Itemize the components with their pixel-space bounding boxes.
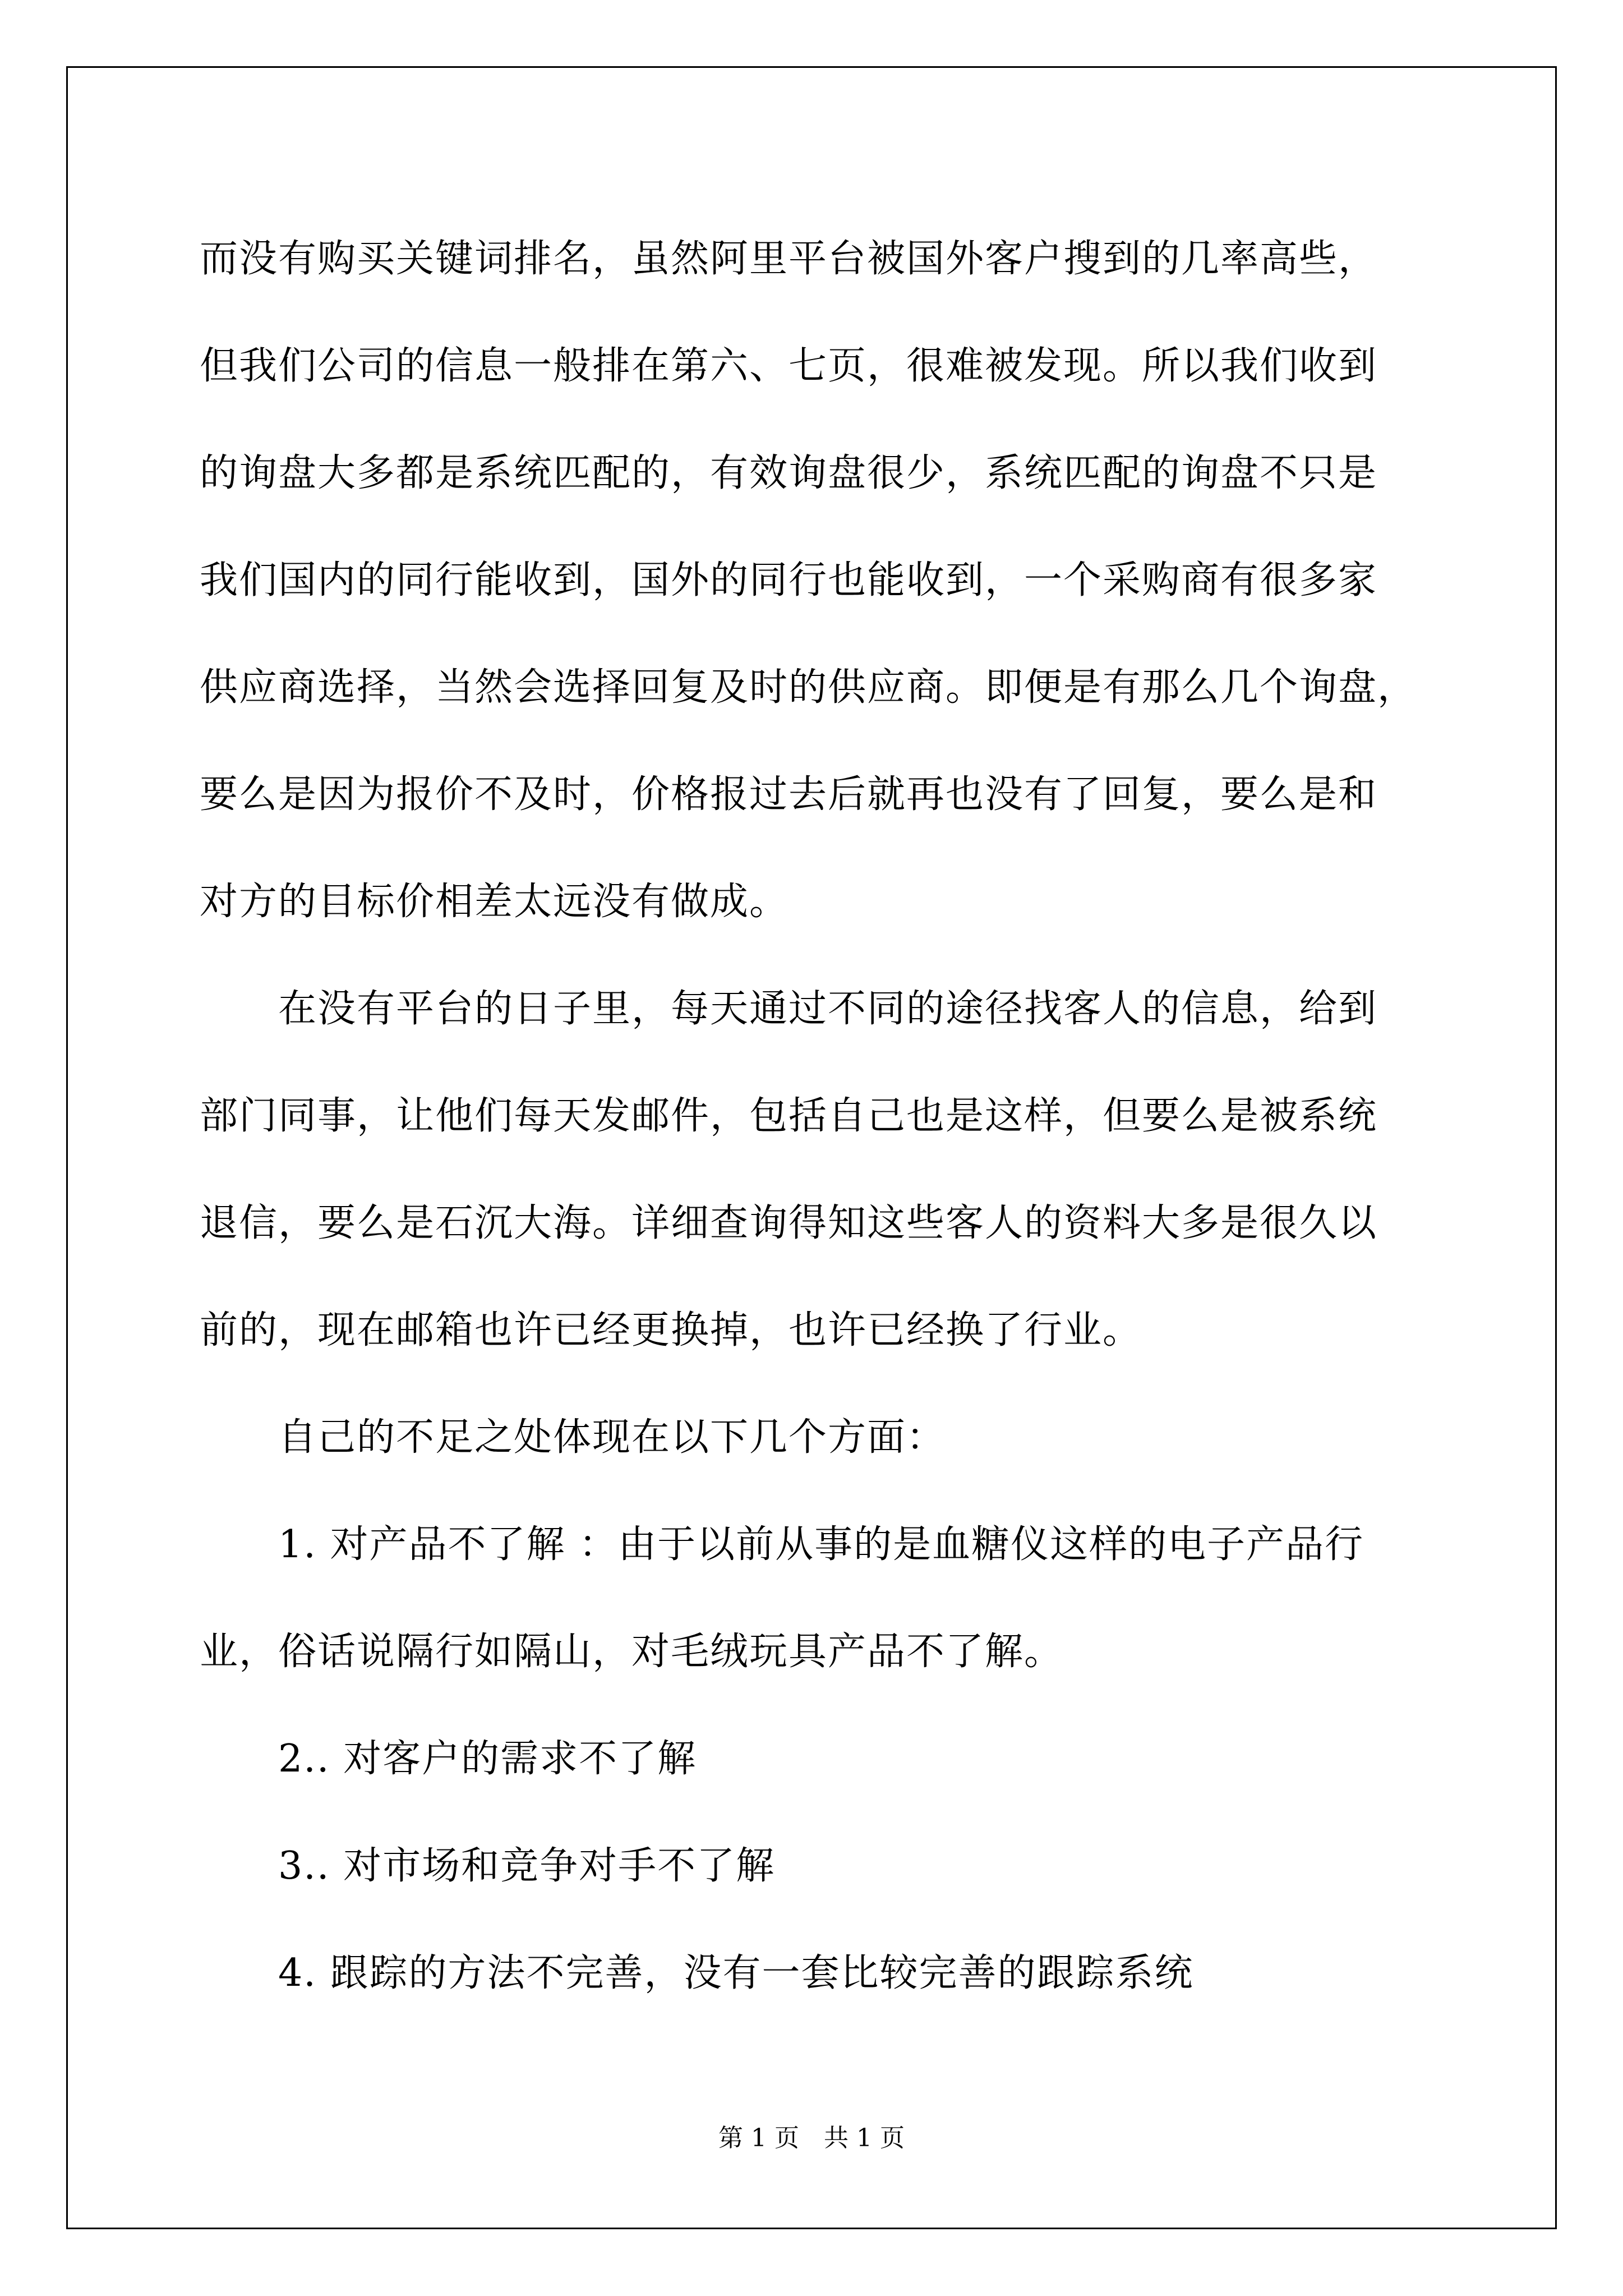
text-line: 但我们公司的信息一般排在第六、七页，很难被发现。所以我们收到	[200, 344, 1378, 388]
list-item: 4. 跟踪的方法不完善，没有一套比较完善的跟踪系统	[278, 1951, 1194, 1995]
text-line: 在没有平台的日子里，每天通过不同的途径找客人的信息，给到	[278, 987, 1378, 1031]
document-body	[200, 205, 1433, 2027]
text-line: 的询盘大多都是系统匹配的，有效询盘很少，系统匹配的询盘不只是	[200, 451, 1378, 495]
text-line: 对方的目标价相差太远没有做成。	[200, 880, 789, 924]
list-item: 2.. 对客户的需求不了解	[278, 1737, 697, 1781]
page-number: 第 1 页 共 1 页	[718, 2124, 905, 2152]
text-line: 自己的不足之处体现在以下几个方面：	[278, 1415, 946, 1460]
text-line: 前的，现在邮箱也许已经更换掉，也许已经换了行业。	[200, 1308, 1142, 1352]
text-line: 要么是因为报价不及时，价格报过去后就再也没有了回复，要么是和	[200, 772, 1378, 817]
text-line: 业，俗话说隔行如隔山，对毛绒玩具产品不了解。	[200, 1630, 1064, 1674]
list-item: 1. 对产品不了解 ：由于以前从事的是血糖仪这样的电子产品行	[278, 1522, 1364, 1567]
text-line: 部门同事，让他们每天发邮件，包括自己也是这样，但要么是被系统	[200, 1094, 1378, 1138]
text-line: 而没有购买关键词排名，虽然阿里平台被国外客户搜到的几率高些，	[200, 237, 1378, 281]
list-item: 3.. 对市场和竞争对手不了解	[278, 1844, 776, 1888]
text-line: 退信，要么是石沉大海。详细查询得知这些客人的资料大多是很久以	[200, 1201, 1378, 1245]
text-line: 供应商选择，当然会选择回复及时的供应商。即便是有那么几个询盘，	[200, 665, 1417, 710]
text-line: 我们国内的同行能收到，国外的同行也能收到，一个采购商有很多家	[200, 558, 1378, 602]
